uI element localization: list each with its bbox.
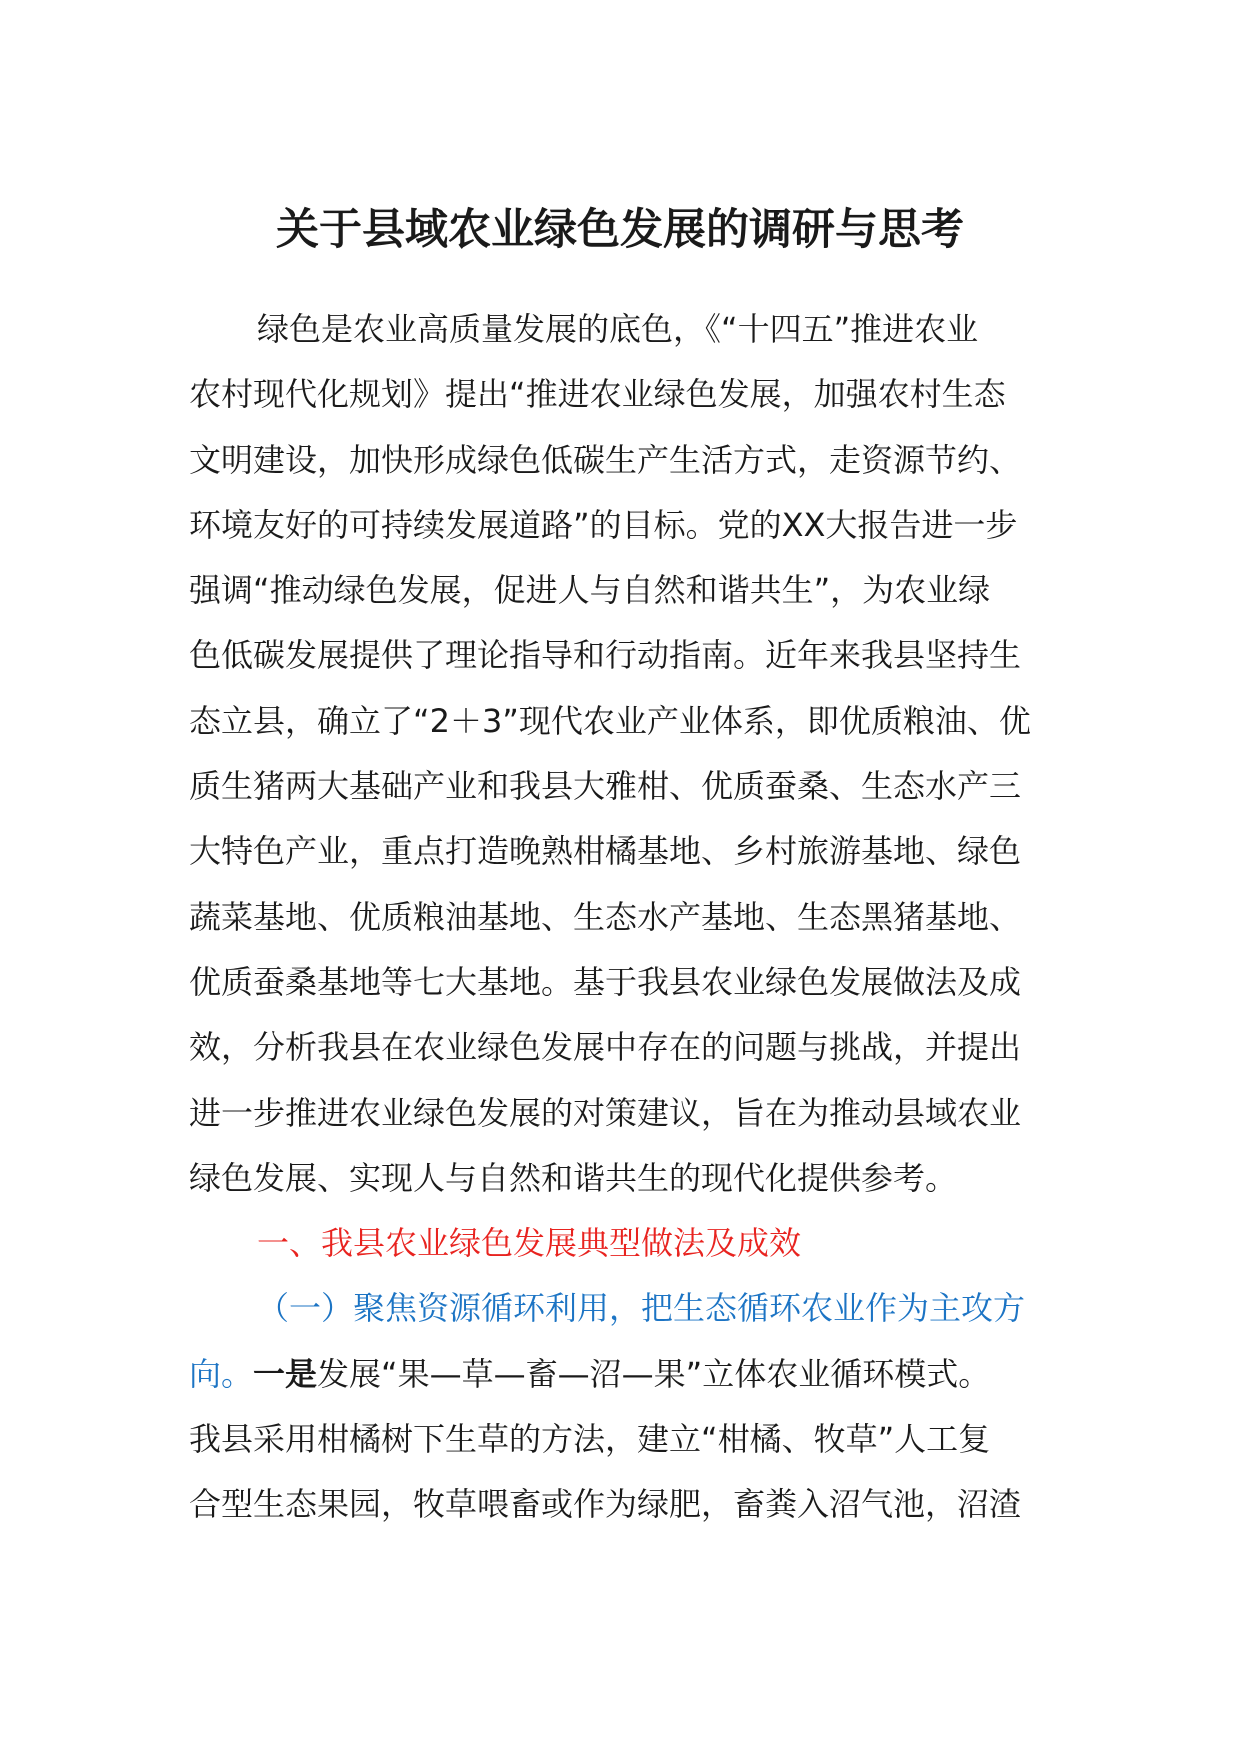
intro-line-9: 大特色产业，重点打造晚熟柑橘基地、乡村旅游基地、绿色 [189,832,1022,871]
intro-line-7: 态立县，确立了“2＋3”现代农业产业体系，即优质粮油、优 [189,701,1031,740]
intro-line-14: 绿色发展、实现人与自然和谐共生的现代化提供参考。 [189,1158,958,1197]
intro-line-5: 强调“推动绿色发展，促进人与自然和谐共生”，为农业绿 [189,571,991,610]
subsection-heading-line-1: （一）聚焦资源循环利用，把生态循环农业作为主攻方 [257,1289,1026,1328]
intro-line-10: 蔬菜基地、优质粮油基地、生态水产基地、生态黑猪基地、 [189,897,1022,936]
intro-line-3: 文明建设，加快形成绿色低碳生产生活方式，走资源节约、 [189,440,1022,479]
subsection-heading-line-2 [189,1342,1059,1407]
intro-line-11: 优质蚕桑基地等七大基地。基于我县农业绿色发展做法及成 [189,962,1022,1001]
intro-line-4: 环境友好的可持续发展道路”的目标。党的XX大报告进一步 [189,505,1018,544]
intro-line-2: 农村现代化规划》提出“推进农业绿色发展，加强农村生态 [189,375,1006,414]
intro-line-13: 进一步推进农业绿色发展的对策建议，旨在为推动县域农业 [189,1093,1022,1132]
intro-line-6: 色低碳发展提供了理论指导和行动指南。近年来我县坚持生 [189,636,1022,675]
intro-line-8: 质生猪两大基础产业和我县大雅柑、优质蚕桑、生态水产三 [189,767,1022,806]
subsection-heading-end: 向。 [189,1354,254,1393]
intro-line-12: 效，分析我县在农业绿色发展中存在的问题与挑战，并提出 [189,1028,1022,1067]
document-body [189,297,1059,1538]
point-one-text: 发展“果—草—畜—沼—果”立体农业循环模式。 [317,1354,991,1393]
point-one-lead: 一是 [253,1354,318,1393]
intro-line-1: 绿色是农业高质量发展的底色，《“十四五”推进农业 [257,310,979,348]
document-title: 关于县域农业绿色发展的调研与思考 [276,205,964,255]
subsection-body-line-1: 我县采用柑橘树下生草的方法，建立“柑橘、牧草”人工复 [189,1420,991,1459]
subsection-body-line-2: 合型生态果园，牧草喂畜或作为绿肥，畜粪入沼气池，沼渣 [189,1485,1022,1524]
section-heading: 一、我县农业绿色发展典型做法及成效 [257,1224,802,1263]
